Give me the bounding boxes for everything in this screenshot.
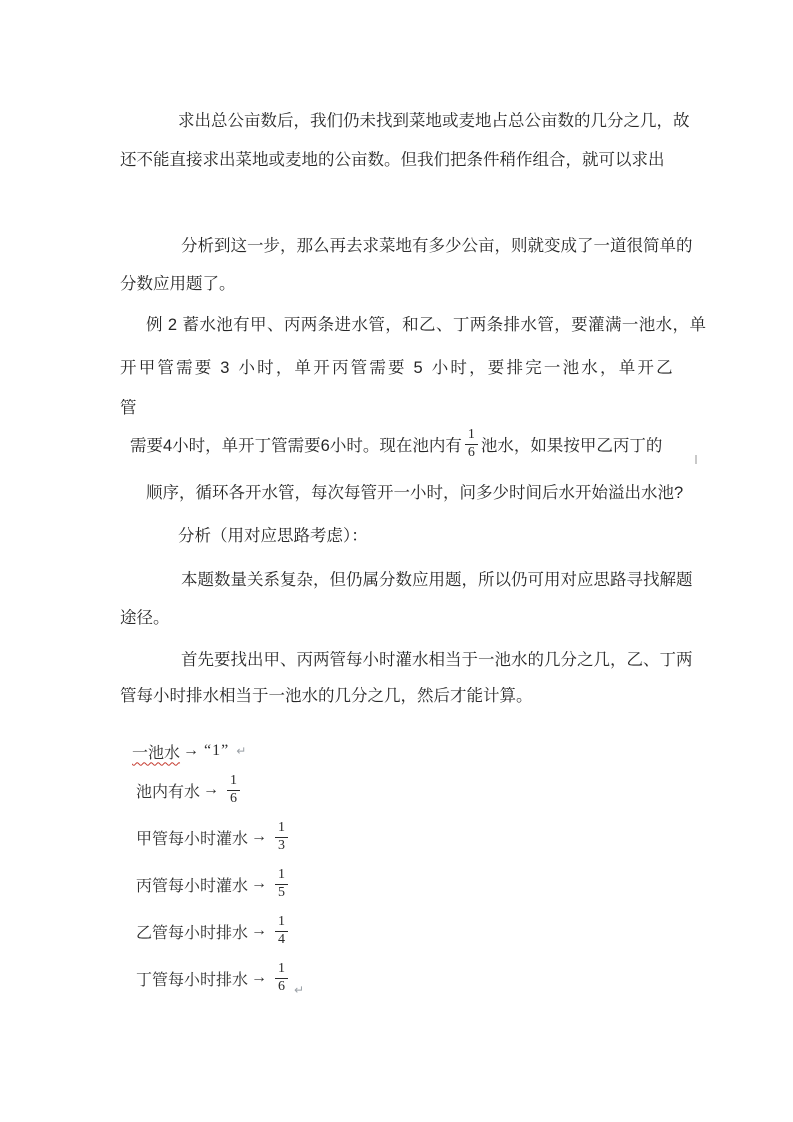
fraction-one-third	[275, 821, 288, 853]
fraction-denominator: 4	[275, 931, 288, 948]
example-2-line: 例 2 蓄水池有甲、丙两条进水管，和乙、丁两条排水管，要灌满一池水，单	[146, 316, 707, 334]
fraction-one-sixth	[275, 962, 288, 994]
right-arrow-icon: →	[251, 875, 268, 892]
paragraph-return-icon: ↵	[294, 983, 305, 997]
fraction-line-prefix: 需要4小时，单开丁管需要6小时。现在池内有	[130, 437, 462, 455]
fraction-numerator: 1	[230, 772, 238, 788]
fraction-denominator: 6	[465, 444, 478, 461]
mapping-list-item	[136, 909, 291, 953]
right-arrow-icon: →	[251, 828, 268, 845]
mapping-label: 一池水	[132, 744, 181, 762]
paragraph-line: 分析到这一步，那么再去求菜地有多少公亩，则就变成了一道很简单的	[181, 237, 693, 255]
mapping-list-item	[136, 768, 243, 812]
mapping-list-item	[132, 738, 246, 764]
paragraph-line: 首先要找出甲、丙两管每小时灌水相当于一池水的几分之几，乙、丁两	[181, 651, 693, 669]
fraction-one-sixth	[227, 774, 240, 806]
fraction-denominator: 6	[227, 790, 240, 807]
fraction-numerator: 1	[278, 913, 286, 929]
example-2-line: 顺序，循环各开水管，每次每管开一小时，问多少时间后水开始溢出水池?	[146, 484, 684, 502]
paragraph-line: 本题数量关系复杂，但仍属分数应用题，所以仍可用对应思路寻找解题	[181, 571, 693, 589]
example-2-line-with-fraction	[130, 422, 662, 466]
mapping-value: “1”	[204, 742, 230, 759]
fraction-line-suffix: 池水，如果按甲乙丙丁的	[480, 437, 663, 455]
fraction-numerator: 1	[278, 960, 286, 976]
analysis-heading-line: 分析（用对应思路考虑）：	[178, 527, 368, 545]
mapping-label: 甲管每小时灌水	[136, 830, 249, 848]
fraction-numerator: 1	[278, 866, 286, 882]
mapping-label: 乙管每小时排水	[136, 924, 249, 942]
stray-cursor-mark	[695, 455, 697, 464]
mapping-label: 池内有水	[136, 783, 201, 801]
mapping-list-item	[136, 862, 291, 906]
mapping-label: 丙管每小时灌水	[136, 877, 249, 895]
inline-fraction-one-sixth	[465, 428, 478, 460]
fraction-denominator: 6	[275, 978, 288, 995]
right-arrow-icon: →	[203, 781, 220, 798]
right-arrow-icon: →	[251, 922, 268, 939]
paragraph-line: 还不能直接求出菜地或麦地的公亩数。但我们把条件稍作组合，就可以求出	[120, 151, 665, 169]
fraction-denominator: 3	[275, 837, 288, 854]
fraction-denominator: 5	[275, 884, 288, 901]
right-arrow-icon: →	[183, 742, 200, 759]
paragraph-return-icon: ↵	[236, 744, 247, 758]
mapping-list-item	[136, 815, 291, 859]
mapping-label: 丁管每小时排水	[136, 971, 249, 989]
fraction-numerator: 1	[467, 426, 475, 442]
paragraph-line: 途径。	[120, 609, 170, 627]
mapping-list-item	[136, 956, 304, 1000]
fraction-one-fifth	[275, 868, 288, 900]
example-2-line: 开甲管需要 3 小时，单开丙管需要 5 小时，要排完一池水，单开乙	[120, 359, 675, 377]
paragraph-line: 分数应用题了。	[120, 275, 236, 293]
fraction-numerator: 1	[278, 819, 286, 835]
fraction-one-fourth	[275, 915, 288, 947]
example-2-line: 管	[120, 399, 137, 417]
paragraph-line: 求出总公亩数后，我们仍未找到菜地或麦地占总公亩数的几分之几，故	[178, 112, 690, 130]
paragraph-line: 管每小时排水相当于一池水的几分之几，然后才能计算。	[120, 687, 533, 705]
right-arrow-icon: →	[251, 969, 268, 986]
